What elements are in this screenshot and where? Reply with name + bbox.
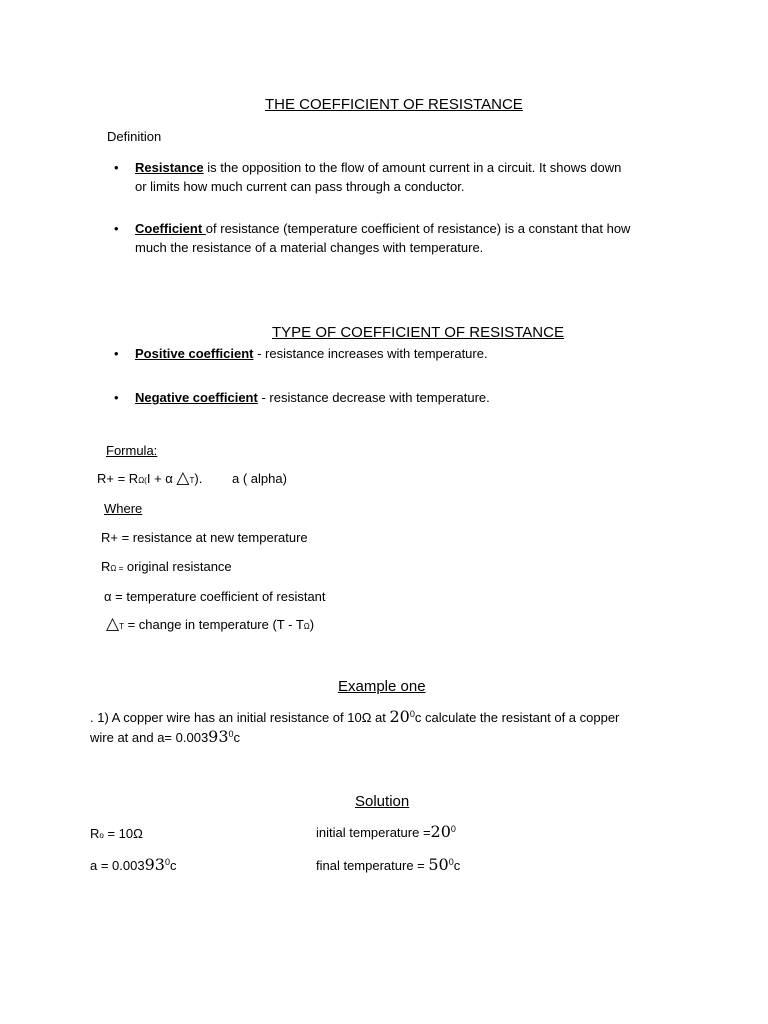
example-heading: Example one <box>338 678 426 695</box>
where-label: Where <box>104 501 143 516</box>
where-text-end: ) <box>309 617 315 632</box>
where-text: = change in temperature (T - T <box>123 617 304 632</box>
alpha-value: 93 <box>208 727 229 746</box>
degree-sup: 0 <box>228 729 234 739</box>
example-text: c <box>233 730 241 745</box>
t-sub: T <box>119 622 124 631</box>
type-text: - resistance increases with temperature. <box>253 346 488 361</box>
alpha-value: 93 <box>144 855 165 874</box>
type-positive <box>135 344 488 363</box>
r-symbol: R <box>90 826 100 841</box>
degree-sup: 0 <box>450 824 456 834</box>
solution-text: final temperature = <box>316 858 429 873</box>
definition-text-cont: or limits how much current can pass through a conductor. <box>135 179 465 194</box>
solution-text: c <box>169 858 177 873</box>
temp-value: 50 <box>428 855 449 874</box>
type-text: - resistance decrease with temperature. <box>257 390 490 405</box>
where-line-1: R+ = resistance at new temperature <box>101 530 308 545</box>
t-sub: Ω <box>303 622 310 631</box>
eq-start: R+ = R <box>97 471 139 486</box>
example-text: wire at and a= 0.003 <box>90 730 209 745</box>
term-negative: Negative coefficient <box>135 390 258 405</box>
solution-text: a = 0.003 <box>90 858 145 873</box>
where-line-4 <box>106 615 314 636</box>
where-line-3: α = temperature coefficient of resistant <box>104 589 326 604</box>
eq-sub: T <box>189 476 195 485</box>
definition-label: Definition <box>107 129 162 144</box>
example-line-2 <box>90 727 240 747</box>
bullet-dot: • <box>114 346 119 361</box>
solution-initial-temp <box>316 822 456 842</box>
degree-sup: 0 <box>164 857 170 867</box>
where-line-2 <box>101 557 232 578</box>
eq-sub: Ω <box>138 476 145 485</box>
example-line-1 <box>90 707 619 727</box>
alpha-note: a ( alpha) <box>232 471 287 486</box>
r-sub: Ω = <box>110 564 124 573</box>
temp-value: 20 <box>389 707 410 726</box>
definition-text: is the opposition to the flow of amount current in a circuit. It shows down <box>203 160 622 175</box>
delta-icon: △ <box>176 468 190 487</box>
page-title: THE COEFFICIENT OF RESISTANCE <box>265 96 523 113</box>
solution-r0 <box>90 824 143 845</box>
temp-value: 20 <box>430 822 451 841</box>
definition-text: of resistance (temperature coefficient of resistance) is a constant that how <box>205 221 631 236</box>
bullet-dot: • <box>114 160 119 175</box>
bullet-dot: • <box>114 221 119 236</box>
solution-final-temp <box>316 855 460 875</box>
example-text: . 1) A copper wire has an initial resistance of 10Ω at <box>90 710 390 725</box>
solution-text: initial temperature = <box>316 825 431 840</box>
example-text: c calculate the resistant of a copper <box>414 710 620 725</box>
eq-end: ). <box>194 471 203 486</box>
term-coefficient: Coefficient <box>135 221 206 236</box>
solution-text: c <box>453 858 461 873</box>
eq-mid: I + α <box>146 471 177 486</box>
term-positive: Positive coefficient <box>135 346 254 361</box>
solution-heading: Solution <box>355 793 410 810</box>
degree-sup: 0 <box>409 709 415 719</box>
delta-icon: △ <box>106 614 120 633</box>
r-sub: o <box>99 831 104 840</box>
formula-label: Formula: <box>106 443 158 458</box>
where-text: original resistance <box>123 559 232 574</box>
definition-text-cont: much the resistance of a material changes with temperature. <box>135 240 484 255</box>
solution-alpha <box>90 855 176 875</box>
eq-paren: ( <box>144 476 147 485</box>
r-symbol: R <box>101 559 111 574</box>
bullet-dot: • <box>114 390 119 405</box>
definition-coefficient <box>135 219 630 238</box>
formula-equation <box>97 469 202 490</box>
types-heading: TYPE OF COEFFICIENT OF RESISTANCE <box>272 324 564 341</box>
solution-text: = 10Ω <box>103 826 143 841</box>
term-resistance: Resistance <box>135 160 204 175</box>
definition-resistance <box>135 158 621 177</box>
degree-sup: 0 <box>448 857 454 867</box>
type-negative <box>135 388 490 407</box>
